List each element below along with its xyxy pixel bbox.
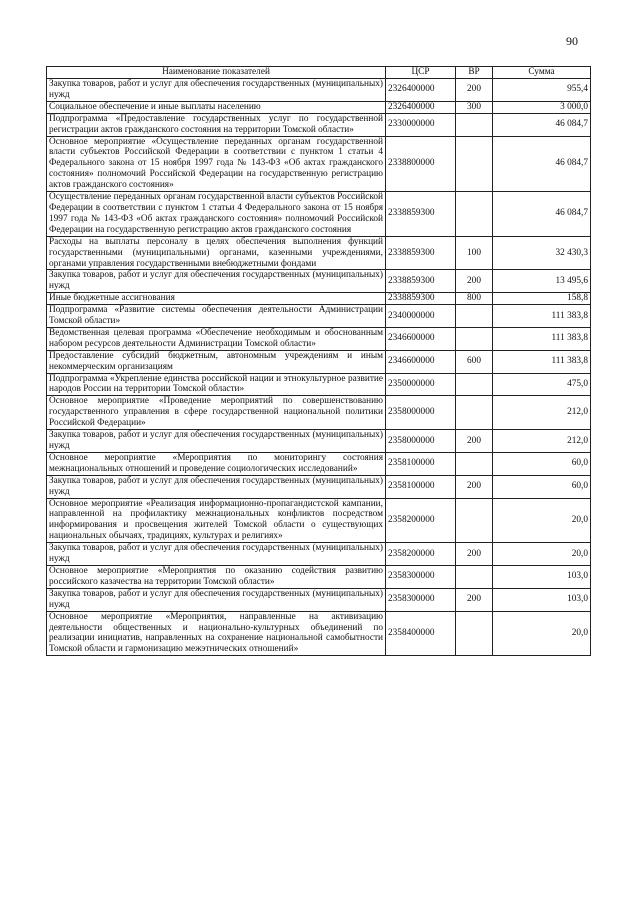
cell-csr: 2350000000 xyxy=(386,373,456,396)
cell-sum: 103,0 xyxy=(493,565,591,588)
table-row xyxy=(47,430,591,453)
cell-name: Подпрограмма «Укрепление единства российской нации и этнокультурное развитие народов России на территории Томской области» xyxy=(47,373,386,396)
cell-name: Основное мероприятие «Мероприятия, направленные на активизацию деятельности общественных и национально-культурных объединений по реализации инициатив, направленных на сохранение национальной самобытности Томской области и гармонизацию межэтнических отношений» xyxy=(47,611,386,656)
cell-vr xyxy=(456,396,493,430)
cell-name: Предоставление субсидий бюджетным, автономным учреждениям и иным некоммерческим организациям xyxy=(47,350,386,373)
cell-csr: 2358000000 xyxy=(386,396,456,430)
cell-sum: 3 000,0 xyxy=(493,101,591,113)
cell-csr: 2326400000 xyxy=(386,101,456,113)
cell-vr: 200 xyxy=(456,543,493,566)
table-row xyxy=(47,79,591,102)
cell-csr: 2326400000 xyxy=(386,79,456,102)
table-row xyxy=(47,270,591,293)
cell-name: Закупка товаров, работ и услуг для обеспечения государственных (муниципальных) нужд xyxy=(47,543,386,566)
cell-csr: 2358100000 xyxy=(386,475,456,498)
cell-sum: 46 084,7 xyxy=(493,113,591,136)
table-row xyxy=(47,475,591,498)
cell-sum: 103,0 xyxy=(493,588,591,611)
table-body xyxy=(47,79,591,656)
cell-name: Закупка товаров, работ и услуг для обеспечения государственных (муниципальных) нужд xyxy=(47,475,386,498)
cell-name: Закупка товаров, работ и услуг для обеспечения государственных (муниципальных) нужд xyxy=(47,270,386,293)
cell-name: Основное мероприятие «Проведение мероприятий по совершенствованию государственного управления в сфере государственной национальной политики Российской Федерации» xyxy=(47,396,386,430)
cell-csr: 2338859300 xyxy=(386,293,456,305)
cell-vr: 800 xyxy=(456,293,493,305)
table-row xyxy=(47,113,591,136)
cell-csr: 2338859300 xyxy=(386,270,456,293)
cell-csr: 2338859300 xyxy=(386,192,456,237)
table-row xyxy=(47,452,591,475)
cell-sum: 60,0 xyxy=(493,475,591,498)
cell-vr xyxy=(456,192,493,237)
table-header-row xyxy=(47,67,591,79)
table-row xyxy=(47,236,591,270)
table-row xyxy=(47,192,591,237)
cell-name: Закупка товаров, работ и услуг для обеспечения государственных (муниципальных) нужд xyxy=(47,430,386,453)
cell-vr: 200 xyxy=(456,475,493,498)
cell-name: Закупка товаров, работ и услуг для обеспечения государственных (муниципальных) нужд xyxy=(47,79,386,102)
cell-vr xyxy=(456,565,493,588)
table-row xyxy=(47,136,591,192)
header-name: Наименование показателей xyxy=(47,67,386,79)
cell-csr: 2330000000 xyxy=(386,113,456,136)
cell-csr: 2358200000 xyxy=(386,543,456,566)
table-row xyxy=(47,373,591,396)
cell-vr: 300 xyxy=(456,101,493,113)
cell-sum: 111 383,8 xyxy=(493,350,591,373)
cell-name: Подпрограмма «Предоставление государственных услуг по государственной регистрации актов гражданского состояния на территории Томской области» xyxy=(47,113,386,136)
table-row xyxy=(47,543,591,566)
cell-vr xyxy=(456,305,493,328)
cell-name: Осуществление переданных органам государственной власти субъектов Российской Федерации в соответствии с пунктом 1 статьи 4 Федерального закона от 15 ноября 1997 года № 143-ФЗ «Об актах гражданского состояния» полномочий Российской Федерации на государственную регистрацию актов гражданского состояния xyxy=(47,192,386,237)
header-csr: ЦСР xyxy=(386,67,456,79)
cell-name: Основное мероприятие «Мероприятия по мониторингу состояния межнациональных отношений и проведение социологических исследований» xyxy=(47,452,386,475)
cell-sum: 60,0 xyxy=(493,452,591,475)
cell-vr: 200 xyxy=(456,588,493,611)
table-row xyxy=(47,327,591,350)
cell-vr: 600 xyxy=(456,350,493,373)
cell-vr xyxy=(456,113,493,136)
table-row xyxy=(47,350,591,373)
table-row xyxy=(47,396,591,430)
cell-sum: 111 383,8 xyxy=(493,327,591,350)
cell-name: Иные бюджетные ассигнования xyxy=(47,293,386,305)
cell-name: Основное мероприятие «Реализация информационно-пропагандистской кампании, направленной на профилактику межнациональных конфликтов посредством информирования и просвещения жителей Томской области о существующих национальных обычаях, традициях, культурах и религиях» xyxy=(47,498,386,543)
table-row xyxy=(47,565,591,588)
cell-sum: 158,8 xyxy=(493,293,591,305)
cell-csr: 2340000000 xyxy=(386,305,456,328)
table-row xyxy=(47,611,591,656)
cell-vr xyxy=(456,498,493,543)
cell-vr: 200 xyxy=(456,270,493,293)
cell-sum: 212,0 xyxy=(493,396,591,430)
cell-sum: 20,0 xyxy=(493,611,591,656)
cell-sum: 212,0 xyxy=(493,430,591,453)
cell-csr: 2358300000 xyxy=(386,588,456,611)
cell-name: Подпрограмма «Развитие системы обеспечения деятельности Администрации Томской области» xyxy=(47,305,386,328)
cell-csr: 2338859300 xyxy=(386,236,456,270)
cell-name: Основное мероприятие «Мероприятия по оказанию содействия развитию российского казачества на территории Томской области» xyxy=(47,565,386,588)
cell-sum: 46 084,7 xyxy=(493,136,591,192)
cell-csr: 2358200000 xyxy=(386,498,456,543)
cell-csr: 2358100000 xyxy=(386,452,456,475)
page-number: 90 xyxy=(566,34,578,48)
cell-sum: 475,0 xyxy=(493,373,591,396)
cell-name: Основное мероприятие «Осуществление переданных органам государственной власти субъектов Российской Федерации в соответствии с пунктом 1 статьи 4 Федерального закона от 15 ноября 1997 года № 143-ФЗ «Об актах гражданского состояния» полномочий Российской Федерации на государственную регистрацию актов гражданского состояния» xyxy=(47,136,386,192)
cell-sum: 111 383,8 xyxy=(493,305,591,328)
cell-csr: 2338800000 xyxy=(386,136,456,192)
header-sum: Сумма xyxy=(493,67,591,79)
cell-csr: 2346600000 xyxy=(386,350,456,373)
budget-table xyxy=(46,66,591,656)
table-row xyxy=(47,101,591,113)
cell-sum: 13 495,6 xyxy=(493,270,591,293)
table-row xyxy=(47,293,591,305)
cell-name: Ведомственная целевая программа «Обеспечение необходимым и обоснованным набором ресурсов деятельности Администрации Томской области» xyxy=(47,327,386,350)
cell-name: Закупка товаров, работ и услуг для обеспечения государственных (муниципальных) нужд xyxy=(47,588,386,611)
cell-vr: 100 xyxy=(456,236,493,270)
cell-vr: 200 xyxy=(456,430,493,453)
cell-csr: 2346600000 xyxy=(386,327,456,350)
cell-sum: 20,0 xyxy=(493,498,591,543)
cell-name: Расходы на выплаты персоналу в целях обеспечения выполнения функций государственными (муниципальными) органами, казенными учреждениями, органами управления государственными внебюджетными фондами xyxy=(47,236,386,270)
cell-sum: 46 084,7 xyxy=(493,192,591,237)
cell-csr: 2358300000 xyxy=(386,565,456,588)
header-vr: ВР xyxy=(456,67,493,79)
table-row xyxy=(47,305,591,328)
cell-vr: 200 xyxy=(456,79,493,102)
cell-vr xyxy=(456,136,493,192)
cell-vr xyxy=(456,611,493,656)
cell-sum: 20,0 xyxy=(493,543,591,566)
cell-csr: 2358400000 xyxy=(386,611,456,656)
cell-vr xyxy=(456,452,493,475)
table-row xyxy=(47,498,591,543)
cell-vr xyxy=(456,373,493,396)
cell-sum: 955,4 xyxy=(493,79,591,102)
cell-sum: 32 430,3 xyxy=(493,236,591,270)
cell-name: Социальное обеспечение и иные выплаты населению xyxy=(47,101,386,113)
cell-vr xyxy=(456,327,493,350)
cell-csr: 2358000000 xyxy=(386,430,456,453)
table-row xyxy=(47,588,591,611)
